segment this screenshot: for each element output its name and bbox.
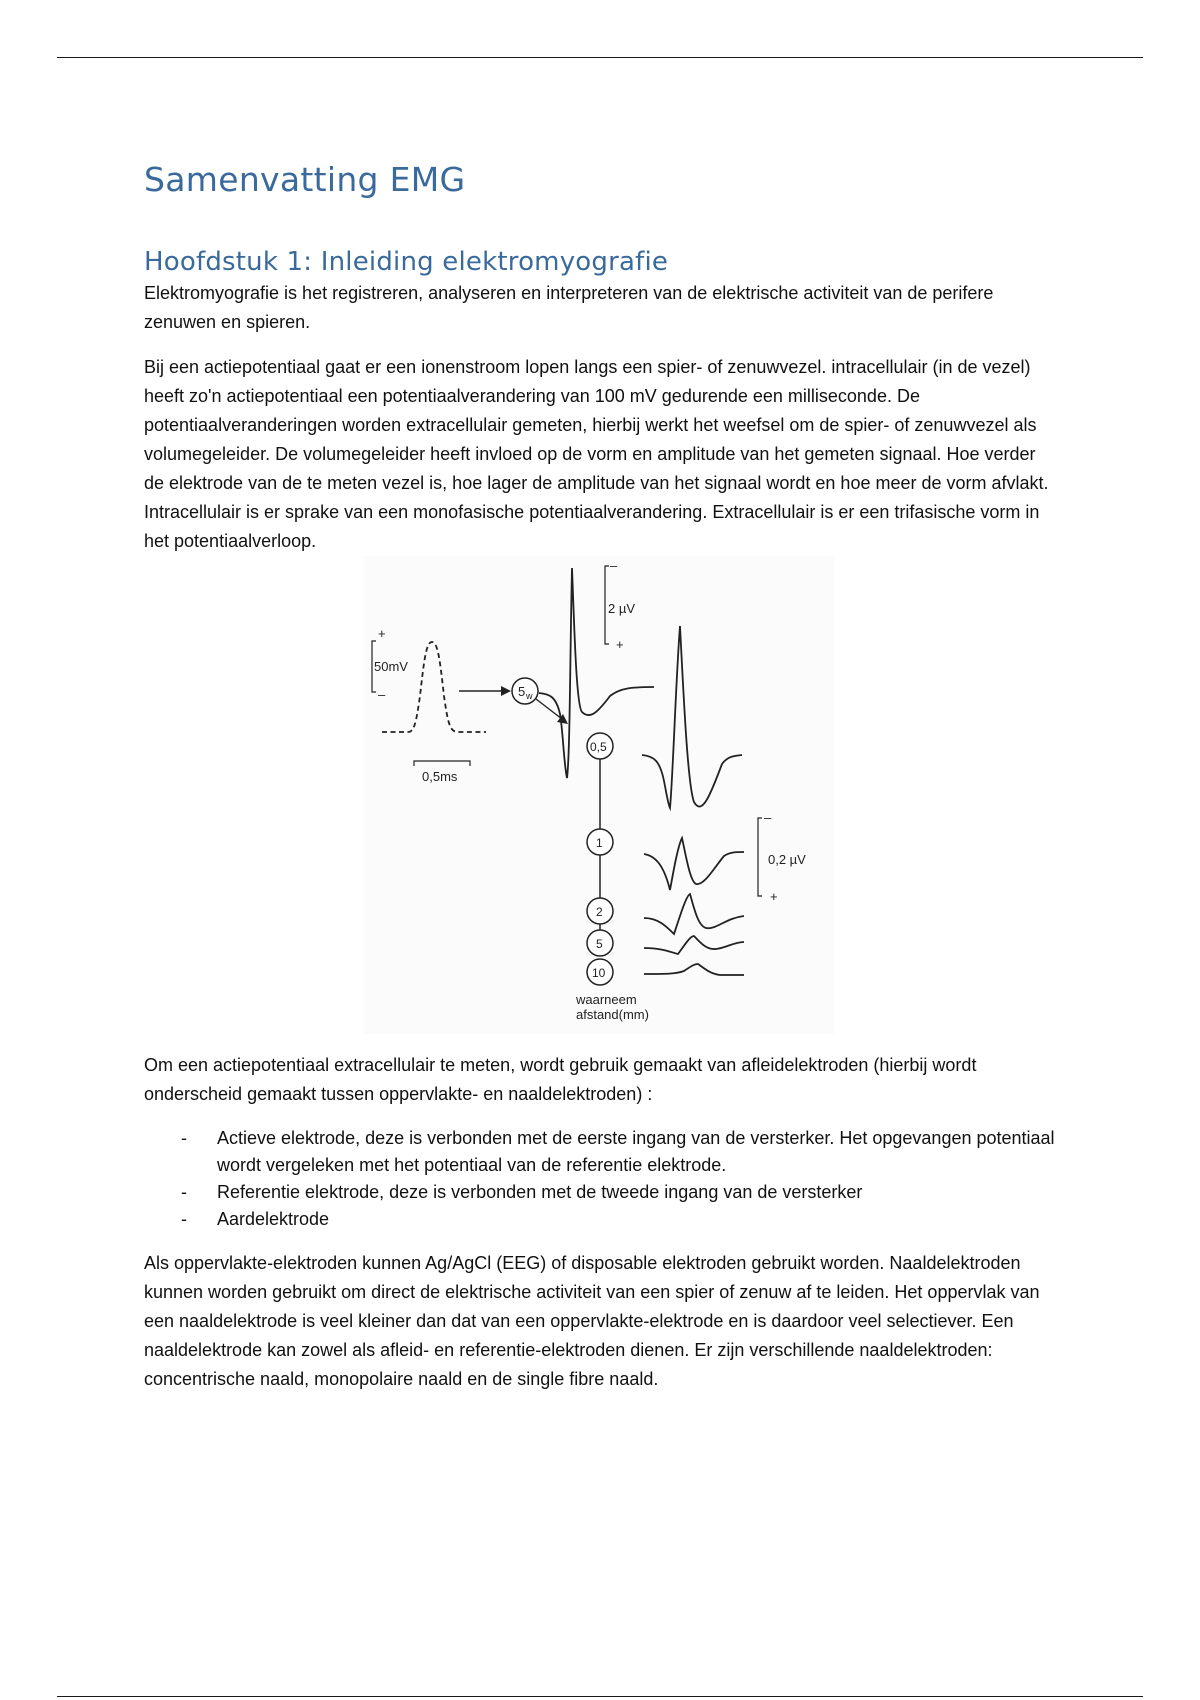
list-item xyxy=(144,1179,1060,1206)
list-item xyxy=(144,1206,1060,1233)
list-item-text: Referentie elektrode, deze is verbonden met de tweede ingang van de versterker xyxy=(217,1182,863,1203)
large-scale-plus-sign: + xyxy=(616,637,624,653)
electrode-distance-0-5 xyxy=(587,733,613,759)
header-rule xyxy=(57,57,1143,58)
bullet-marker: - xyxy=(181,1182,187,1203)
distance-label: 1 xyxy=(596,836,603,851)
large-scale-label: 2 µV xyxy=(608,601,636,617)
paragraph-electrode-types: Als oppervlakte-elektroden kunnen Ag/AgCl (EEG) of disposable elektroden gebruikt worden. Naaldelektroden kunnen worden gebruikt om direct de elektrische activiteit van een spier of zenuw af te leiden. Het oppervlak van een naaldelektrode is veel kleiner dan dat van een oppervlakte-elektrode en is daardoor veel selectiever. Een naaldelektrode kan zowel als afleid- en referentie-elektroden dienen. Er zijn verschillende naaldelektroden: concentrische naald, monopolaire naald en de single fibre naald. xyxy=(144,1253,1040,1390)
emg-waveform-figure xyxy=(144,556,1060,1051)
document-title: Samenvatting EMG xyxy=(144,160,466,199)
intracellular-minus-sign: – xyxy=(378,687,386,703)
paragraph-definition: Elektromyografie is het registreren, analyseren en interpreteren van de elektrische activiteit van de perifere zenuwen en spieren. xyxy=(144,283,994,333)
small-scale-plus-sign: + xyxy=(770,889,778,905)
chapter-heading: Hoofdstuk 1: Inleiding elektromyografie xyxy=(144,246,669,277)
distance-caption-line2: afstand(mm) xyxy=(576,1007,649,1023)
list-item xyxy=(144,1125,1060,1179)
distance-label: 2 xyxy=(596,905,603,920)
small-scale-minus-sign: – xyxy=(764,810,772,826)
intracellular-plus-sign: + xyxy=(378,626,386,642)
electrode-distance-1 xyxy=(587,829,613,855)
distance-label: 0,5 xyxy=(590,740,607,755)
distance-caption-line1: waarneem xyxy=(576,992,637,1008)
time-scale-label: 0,5ms xyxy=(422,769,458,785)
distance-label: 10 xyxy=(592,966,606,981)
electrode-distance-2 xyxy=(587,898,613,924)
document-body xyxy=(144,160,1060,1394)
electrode-list xyxy=(144,1125,1060,1233)
intracellular-scale-label: 50mV xyxy=(374,659,408,675)
muscle-fiber-subscript: w xyxy=(526,691,533,702)
list-item-text: Actieve elektrode, deze is verbonden met de eerste ingang van de versterker. Het opgevangen potentiaal wordt vergeleken met het potentiaal van de referentie elektrode. xyxy=(217,1128,1055,1176)
large-scale-minus-sign: – xyxy=(610,558,618,574)
footer-rule xyxy=(57,1696,1143,1697)
bullet-marker: - xyxy=(181,1209,187,1230)
bullet-marker: - xyxy=(181,1128,187,1149)
paragraph-action-potential: Bij een actiepotentiaal gaat er een ionenstroom lopen langs een spier- of zenuwvezel. intracellulair (in de vezel) heeft zo'n actiepotentiaal een potentiaalverandering van 100 mV gedurende een milliseconde. De potentiaalveranderingen worden extracellulair gemeten, hierbij werkt het weefsel om de spier- of zenuwvezel als volumegeleider. De volumegeleider heeft invloed op de vorm en amplitude van het gemeten signaal. Hoe verder de elektrode van de te meten vezel is, hoe lager de amplitude van het signaal wordt en hoe meer de vorm afvlakt. Intracellulair is er sprake van een monofasische potentiaalverandering. Extracellulair is er een trifasische vorm in het potentiaalverloop. xyxy=(144,357,1049,552)
small-scale-label: 0,2 µV xyxy=(768,852,806,868)
muscle-fiber-label: 5 xyxy=(518,684,526,700)
list-item-text: Aardelektrode xyxy=(217,1209,330,1230)
electrode-distance-5 xyxy=(587,930,613,956)
distance-label: 5 xyxy=(596,937,603,952)
waveform-diagram xyxy=(364,556,834,1051)
electrode-distance-10 xyxy=(587,959,613,985)
paragraph-electrodes-intro: Om een actiepotentiaal extracellulair te meten, wordt gebruik gemaakt van afleidelektroden (hierbij wordt onderscheid gemaakt tussen oppervlakte- en naaldelektroden) : xyxy=(144,1055,977,1105)
